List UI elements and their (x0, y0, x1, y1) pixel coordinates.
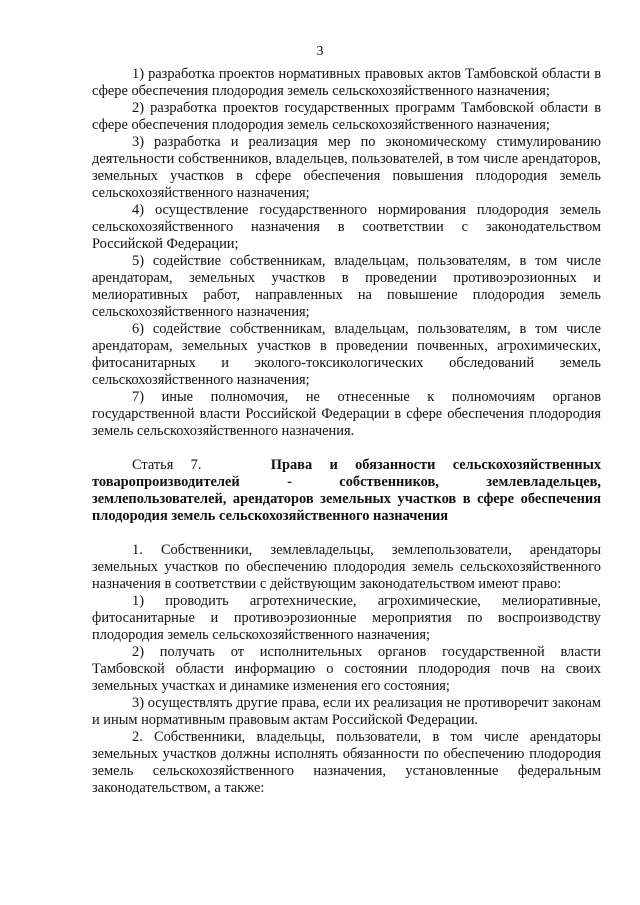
list-item: 3) разработка и реализация мер по экономическому стимулированию деятельности собственников, владельцев, пользователей, в том числе арендаторов, земельных участков в сфере обеспечения повышения плодородия земель сельскохозяйственного назначения; (92, 134, 601, 201)
article-title: Права и обязанности сельскохозяйственных товаропроизводителей - собственников, землевладельцев, землепользователей, арендаторов земельных участков в сфере обеспечения плодородия земель сельскохозяйственного назначения (92, 457, 602, 524)
list-item: 7) иные полномочия, не отнесенные к полномочиям органов государственной власти Российской Федерации в сфере обеспечения плодородия земель сельскохозяйственного назначения. (92, 389, 601, 439)
article-label: Статья 7. (132, 457, 202, 473)
list-item: 5) содействие собственникам, владельцам, пользователям, в том числе арендаторам, земельных участков в проведении противоэрозионных и мелиоративных работ, направленных на повышение плодородия земель сельскохозяйственного назначения; (92, 253, 601, 320)
list-item: 1) разработка проектов нормативных правовых актов Тамбовской области в сфере обеспечения плодородия земель сельскохозяйственного назначения; (92, 66, 601, 99)
list-item: 2. Собственники, владельцы, пользователи, в том числе арендаторы земельных участков должны исполнять обязанности по обеспечению плодородия земель сельскохозяйственного назначения, установленные федеральным законодательством, а также: (92, 729, 601, 796)
list-item: 6) содействие собственникам, владельцам, пользователям, в том числе арендаторам, земельных участков в проведении почвенных, агрохимических, фитосанитарных и эколого-токсикологических обследований земель сельскохозяйственного назначения; (92, 321, 601, 388)
document-body (92, 66, 601, 797)
list-item: 3) осуществлять другие права, если их реализация не противоречит законам и иным нормативным правовым актам Российской Федерации. (92, 695, 601, 728)
list-item: 1. Собственники, землевладельцы, землепользователи, арендаторы земельных участков по обеспечению плодородия земель сельскохозяйственного назначения в соответствии с действующим законодательством имеют право: (92, 542, 601, 592)
list-item: 2) разработка проектов государственных программ Тамбовской области в сфере обеспечения плодородия земель сельскохозяйственного назначения; (92, 100, 601, 133)
list-item: 2) получать от исполнительных органов государственной власти Тамбовской области информацию о состоянии плодородия почв на своих земельных участках и динамике изменения его состояния; (92, 644, 601, 694)
list-item: 4) осуществление государственного нормирования плодородия земель сельскохозяйственного назначения в соответствии с законодательством Российской Федерации; (92, 202, 601, 252)
list-item: 1) проводить агротехнические, агрохимические, мелиоративные, фитосанитарные и противоэрозионные мероприятия по воспроизводству плодородия земель сельскохозяйственного назначения; (92, 593, 601, 643)
article-heading (92, 457, 601, 525)
page-number: 3 (316, 44, 324, 59)
